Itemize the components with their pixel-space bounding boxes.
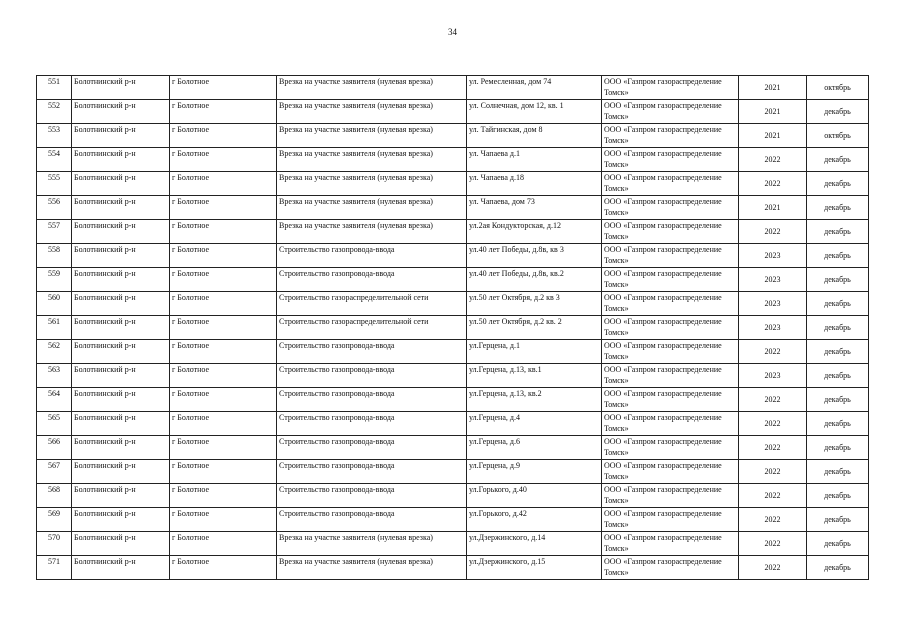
locality-cell: г Болотное bbox=[170, 436, 277, 460]
month-cell: октябрь bbox=[807, 124, 869, 148]
locality-cell: г Болотное bbox=[170, 364, 277, 388]
month-cell: декабрь bbox=[807, 340, 869, 364]
year-cell: 2021 bbox=[739, 196, 807, 220]
district-cell: Болотнинский р-н bbox=[72, 532, 170, 556]
address-cell: ул.Дзержинского, д.15 bbox=[467, 556, 602, 580]
work-type-cell: Строительство газопровода-ввода bbox=[277, 388, 467, 412]
work-type-cell: Строительство газопровода-ввода bbox=[277, 268, 467, 292]
table-row bbox=[37, 172, 869, 196]
work-type-cell: Врезка на участке заявителя (нулевая врезка) bbox=[277, 148, 467, 172]
address-cell: ул.50 лет Октября, д.2 кв 3 bbox=[467, 292, 602, 316]
year-cell: 2022 bbox=[739, 484, 807, 508]
work-type-cell: Врезка на участке заявителя (нулевая врезка) bbox=[277, 532, 467, 556]
month-cell: декабрь bbox=[807, 532, 869, 556]
address-cell: ул.Горького, д.42 bbox=[467, 508, 602, 532]
month-cell: декабрь bbox=[807, 484, 869, 508]
row-number-cell: 569 bbox=[37, 508, 72, 532]
locality-cell: г Болотное bbox=[170, 556, 277, 580]
work-type-cell: Врезка на участке заявителя (нулевая врезка) bbox=[277, 556, 467, 580]
gasification-table bbox=[36, 75, 869, 580]
organization-cell: ООО «Газпром газораспределение Томск» bbox=[602, 460, 739, 484]
organization-cell: ООО «Газпром газораспределение Томск» bbox=[602, 484, 739, 508]
row-number-cell: 568 bbox=[37, 484, 72, 508]
locality-cell: г Болотное bbox=[170, 340, 277, 364]
address-cell: ул.Герцена, д.9 bbox=[467, 460, 602, 484]
organization-cell: ООО «Газпром газораспределение Томск» bbox=[602, 532, 739, 556]
year-cell: 2022 bbox=[739, 340, 807, 364]
work-type-cell: Врезка на участке заявителя (нулевая врезка) bbox=[277, 124, 467, 148]
page-number: 34 bbox=[448, 27, 457, 37]
month-cell: декабрь bbox=[807, 100, 869, 124]
organization-cell: ООО «Газпром газораспределение Томск» bbox=[602, 340, 739, 364]
year-cell: 2022 bbox=[739, 460, 807, 484]
row-number-cell: 567 bbox=[37, 460, 72, 484]
address-cell: ул. Чапаева д.18 bbox=[467, 172, 602, 196]
organization-cell: ООО «Газпром газораспределение Томск» bbox=[602, 364, 739, 388]
address-cell: ул. Ремесленная, дом 74 bbox=[467, 76, 602, 100]
month-cell: декабрь bbox=[807, 436, 869, 460]
month-cell: декабрь bbox=[807, 460, 869, 484]
locality-cell: г Болотное bbox=[170, 124, 277, 148]
organization-cell: ООО «Газпром газораспределение Томск» bbox=[602, 292, 739, 316]
organization-cell: ООО «Газпром газораспределение Томск» bbox=[602, 244, 739, 268]
organization-cell: ООО «Газпром газораспределение Томск» bbox=[602, 124, 739, 148]
address-cell: ул.Герцена, д.13, кв.2 bbox=[467, 388, 602, 412]
address-cell: ул.Горького, д.40 bbox=[467, 484, 602, 508]
year-cell: 2023 bbox=[739, 244, 807, 268]
locality-cell: г Болотное bbox=[170, 268, 277, 292]
month-cell: декабрь bbox=[807, 172, 869, 196]
locality-cell: г Болотное bbox=[170, 412, 277, 436]
row-number-cell: 564 bbox=[37, 388, 72, 412]
table-body bbox=[37, 76, 869, 580]
address-cell: ул.Герцена, д.13, кв.1 bbox=[467, 364, 602, 388]
row-number-cell: 553 bbox=[37, 124, 72, 148]
locality-cell: г Болотное bbox=[170, 172, 277, 196]
month-cell: декабрь bbox=[807, 148, 869, 172]
organization-cell: ООО «Газпром газораспределение Томск» bbox=[602, 556, 739, 580]
locality-cell: г Болотное bbox=[170, 244, 277, 268]
district-cell: Болотнинский р-н bbox=[72, 124, 170, 148]
year-cell: 2022 bbox=[739, 148, 807, 172]
locality-cell: г Болотное bbox=[170, 220, 277, 244]
month-cell: декабрь bbox=[807, 388, 869, 412]
work-type-cell: Строительство газопровода-ввода bbox=[277, 340, 467, 364]
work-type-cell: Врезка на участке заявителя (нулевая врезка) bbox=[277, 172, 467, 196]
year-cell: 2021 bbox=[739, 76, 807, 100]
district-cell: Болотнинский р-н bbox=[72, 508, 170, 532]
month-cell: декабрь bbox=[807, 556, 869, 580]
organization-cell: ООО «Газпром газораспределение Томск» bbox=[602, 412, 739, 436]
table-row bbox=[37, 340, 869, 364]
year-cell: 2023 bbox=[739, 316, 807, 340]
row-number-cell: 560 bbox=[37, 292, 72, 316]
organization-cell: ООО «Газпром газораспределение Томск» bbox=[602, 100, 739, 124]
district-cell: Болотнинский р-н bbox=[72, 364, 170, 388]
work-type-cell: Строительство газопровода-ввода bbox=[277, 244, 467, 268]
month-cell: декабрь bbox=[807, 316, 869, 340]
locality-cell: г Болотное bbox=[170, 316, 277, 340]
row-number-cell: 562 bbox=[37, 340, 72, 364]
work-type-cell: Врезка на участке заявителя (нулевая врезка) bbox=[277, 196, 467, 220]
organization-cell: ООО «Газпром газораспределение Томск» bbox=[602, 76, 739, 100]
organization-cell: ООО «Газпром газораспределение Томск» bbox=[602, 172, 739, 196]
address-cell: ул. Тайгинская, дом 8 bbox=[467, 124, 602, 148]
year-cell: 2023 bbox=[739, 268, 807, 292]
address-cell: ул.Дзержинского, д.14 bbox=[467, 532, 602, 556]
locality-cell: г Болотное bbox=[170, 388, 277, 412]
district-cell: Болотнинский р-н bbox=[72, 220, 170, 244]
table-row bbox=[37, 556, 869, 580]
table-row bbox=[37, 244, 869, 268]
locality-cell: г Болотное bbox=[170, 484, 277, 508]
year-cell: 2022 bbox=[739, 532, 807, 556]
organization-cell: ООО «Газпром газораспределение Томск» bbox=[602, 508, 739, 532]
address-cell: ул.Герцена, д.6 bbox=[467, 436, 602, 460]
table-row bbox=[37, 532, 869, 556]
locality-cell: г Болотное bbox=[170, 100, 277, 124]
organization-cell: ООО «Газпром газораспределение Томск» bbox=[602, 220, 739, 244]
organization-cell: ООО «Газпром газораспределение Томск» bbox=[602, 316, 739, 340]
table-row bbox=[37, 412, 869, 436]
row-number-cell: 554 bbox=[37, 148, 72, 172]
table-row bbox=[37, 484, 869, 508]
work-type-cell: Строительство газопровода-ввода bbox=[277, 460, 467, 484]
work-type-cell: Строительство газораспределительной сети bbox=[277, 316, 467, 340]
work-type-cell: Строительство газораспределительной сети bbox=[277, 292, 467, 316]
district-cell: Болотнинский р-н bbox=[72, 460, 170, 484]
district-cell: Болотнинский р-н bbox=[72, 268, 170, 292]
year-cell: 2022 bbox=[739, 412, 807, 436]
locality-cell: г Болотное bbox=[170, 292, 277, 316]
organization-cell: ООО «Газпром газораспределение Томск» bbox=[602, 436, 739, 460]
district-cell: Болотнинский р-н bbox=[72, 100, 170, 124]
organization-cell: ООО «Газпром газораспределение Томск» bbox=[602, 196, 739, 220]
locality-cell: г Болотное bbox=[170, 76, 277, 100]
address-cell: ул. Чапаева, дом 73 bbox=[467, 196, 602, 220]
address-cell: ул.40 лет Победы, д.8в, кв.2 bbox=[467, 268, 602, 292]
table-row bbox=[37, 508, 869, 532]
row-number-cell: 566 bbox=[37, 436, 72, 460]
month-cell: декабрь bbox=[807, 268, 869, 292]
year-cell: 2022 bbox=[739, 172, 807, 196]
row-number-cell: 555 bbox=[37, 172, 72, 196]
year-cell: 2023 bbox=[739, 364, 807, 388]
district-cell: Болотнинский р-н bbox=[72, 172, 170, 196]
table-row bbox=[37, 148, 869, 172]
row-number-cell: 570 bbox=[37, 532, 72, 556]
address-cell: ул.50 лет Октября, д.2 кв. 2 bbox=[467, 316, 602, 340]
year-cell: 2021 bbox=[739, 100, 807, 124]
address-cell: ул. Чапаева д.1 bbox=[467, 148, 602, 172]
work-type-cell: Врезка на участке заявителя (нулевая врезка) bbox=[277, 100, 467, 124]
month-cell: декабрь bbox=[807, 364, 869, 388]
year-cell: 2022 bbox=[739, 388, 807, 412]
row-number-cell: 557 bbox=[37, 220, 72, 244]
district-cell: Болотнинский р-н bbox=[72, 292, 170, 316]
year-cell: 2022 bbox=[739, 556, 807, 580]
year-cell: 2022 bbox=[739, 508, 807, 532]
address-cell: ул.Герцена, д.1 bbox=[467, 340, 602, 364]
table-row bbox=[37, 436, 869, 460]
district-cell: Болотнинский р-н bbox=[72, 196, 170, 220]
table-row bbox=[37, 76, 869, 100]
row-number-cell: 552 bbox=[37, 100, 72, 124]
work-type-cell: Строительство газопровода-ввода bbox=[277, 484, 467, 508]
district-cell: Болотнинский р-н bbox=[72, 484, 170, 508]
district-cell: Болотнинский р-н bbox=[72, 244, 170, 268]
address-cell: ул. Солнечная, дом 12, кв. 1 bbox=[467, 100, 602, 124]
locality-cell: г Болотное bbox=[170, 508, 277, 532]
locality-cell: г Болотное bbox=[170, 148, 277, 172]
table-row bbox=[37, 196, 869, 220]
table-row bbox=[37, 268, 869, 292]
table-row bbox=[37, 124, 869, 148]
locality-cell: г Болотное bbox=[170, 196, 277, 220]
table-row bbox=[37, 388, 869, 412]
row-number-cell: 556 bbox=[37, 196, 72, 220]
row-number-cell: 571 bbox=[37, 556, 72, 580]
row-number-cell: 551 bbox=[37, 76, 72, 100]
month-cell: декабрь bbox=[807, 220, 869, 244]
month-cell: декабрь bbox=[807, 508, 869, 532]
locality-cell: г Болотное bbox=[170, 460, 277, 484]
table-row bbox=[37, 460, 869, 484]
district-cell: Болотнинский р-н bbox=[72, 388, 170, 412]
work-type-cell: Строительство газопровода-ввода bbox=[277, 508, 467, 532]
district-cell: Болотнинский р-н bbox=[72, 556, 170, 580]
district-cell: Болотнинский р-н bbox=[72, 316, 170, 340]
work-type-cell: Врезка на участке заявителя (нулевая врезка) bbox=[277, 220, 467, 244]
month-cell: октябрь bbox=[807, 76, 869, 100]
organization-cell: ООО «Газпром газораспределение Томск» bbox=[602, 388, 739, 412]
work-type-cell: Врезка на участке заявителя (нулевая врезка) bbox=[277, 76, 467, 100]
address-cell: ул.Герцена, д.4 bbox=[467, 412, 602, 436]
work-type-cell: Строительство газопровода-ввода bbox=[277, 364, 467, 388]
month-cell: декабрь bbox=[807, 412, 869, 436]
row-number-cell: 558 bbox=[37, 244, 72, 268]
row-number-cell: 563 bbox=[37, 364, 72, 388]
district-cell: Болотнинский р-н bbox=[72, 436, 170, 460]
year-cell: 2021 bbox=[739, 124, 807, 148]
table-row bbox=[37, 100, 869, 124]
address-cell: ул.40 лет Победы, д.8в, кв 3 bbox=[467, 244, 602, 268]
table-row bbox=[37, 364, 869, 388]
year-cell: 2023 bbox=[739, 292, 807, 316]
month-cell: декабрь bbox=[807, 244, 869, 268]
district-cell: Болотнинский р-н bbox=[72, 340, 170, 364]
table-row bbox=[37, 220, 869, 244]
organization-cell: ООО «Газпром газораспределение Томск» bbox=[602, 268, 739, 292]
work-type-cell: Строительство газопровода-ввода bbox=[277, 412, 467, 436]
locality-cell: г Болотное bbox=[170, 532, 277, 556]
row-number-cell: 559 bbox=[37, 268, 72, 292]
month-cell: декабрь bbox=[807, 292, 869, 316]
year-cell: 2022 bbox=[739, 436, 807, 460]
table-row bbox=[37, 292, 869, 316]
month-cell: декабрь bbox=[807, 196, 869, 220]
organization-cell: ООО «Газпром газораспределение Томск» bbox=[602, 148, 739, 172]
district-cell: Болотнинский р-н bbox=[72, 76, 170, 100]
row-number-cell: 565 bbox=[37, 412, 72, 436]
table-row bbox=[37, 316, 869, 340]
row-number-cell: 561 bbox=[37, 316, 72, 340]
work-type-cell: Строительство газопровода-ввода bbox=[277, 436, 467, 460]
district-cell: Болотнинский р-н bbox=[72, 148, 170, 172]
district-cell: Болотнинский р-н bbox=[72, 412, 170, 436]
year-cell: 2022 bbox=[739, 220, 807, 244]
address-cell: ул.2ая Кондукторская, д.12 bbox=[467, 220, 602, 244]
